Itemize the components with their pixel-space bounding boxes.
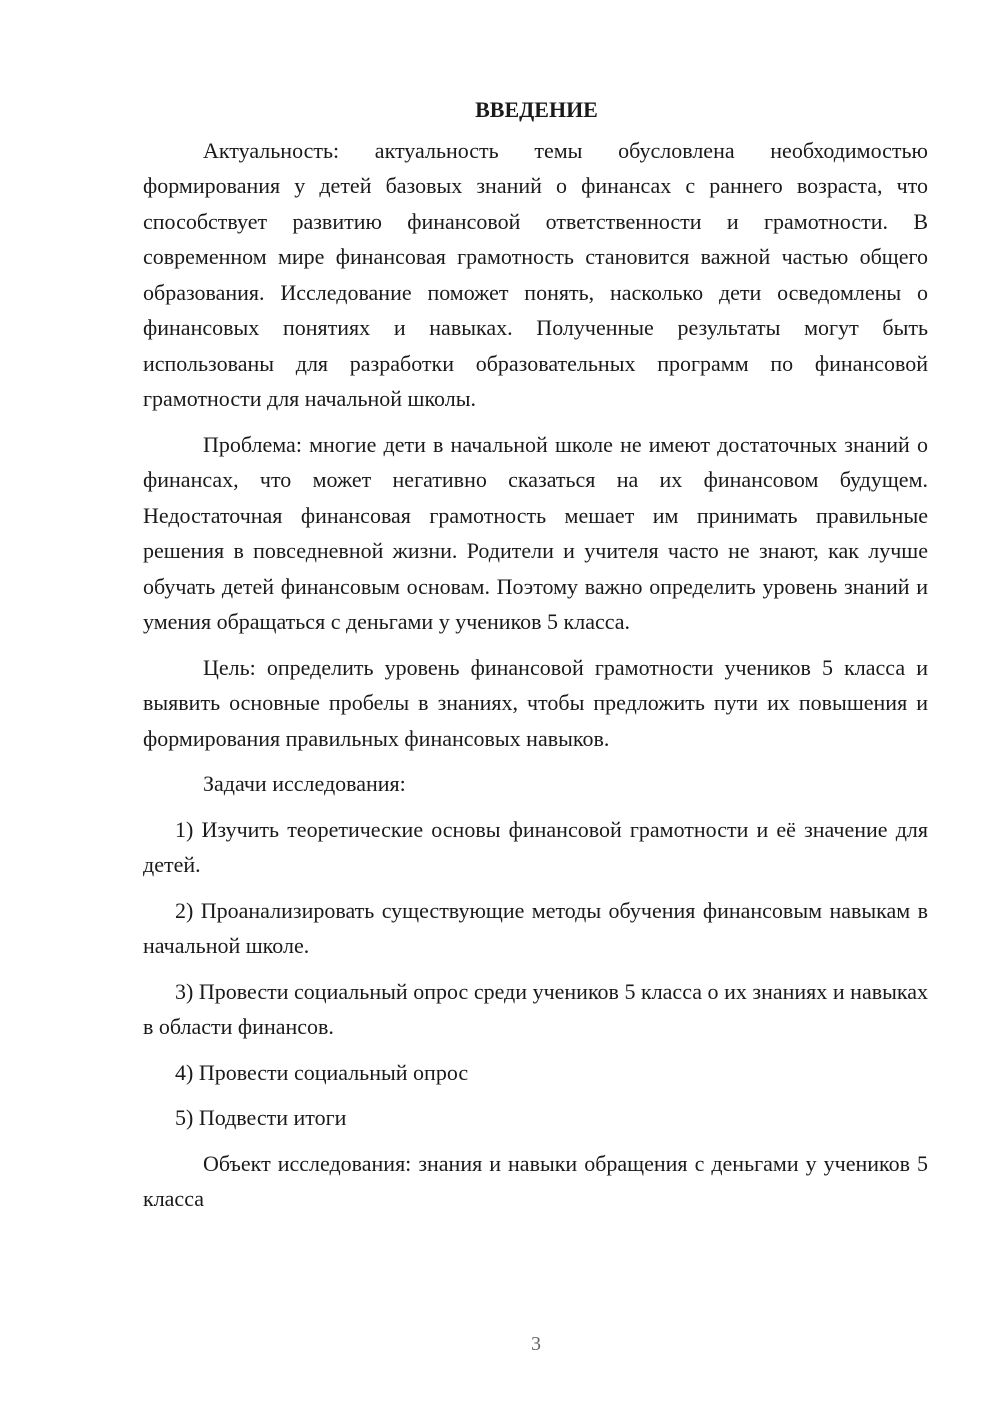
section-heading: ВВЕДЕНИЕ — [475, 97, 598, 122]
task-item-5: 5) Подвести итоги — [175, 1105, 347, 1130]
relevance-paragraph: Актуальность: актуальность темы обусловлена необходимостью формирования у детей базовых знаний о финансах с раннего возраста, что способствует развитию финансовой ответственности и грамотности. В современном мире финансовая грамотность становится важной частью общего образования. Исследование поможет понять, насколько дети осведомлены о финансовых понятиях и навыках. Полученные результаты могут быть использованы для разработки образовательных программ по финансовой грамотности для начальной школы. — [143, 137, 928, 411]
task-item-1: 1) Изучить теоретические основы финансовой грамотности и её значение для детей. — [143, 816, 928, 877]
page-number: 3 — [531, 1333, 541, 1355]
task-item-4: 4) Провести социальный опрос — [175, 1059, 469, 1085]
object-paragraph: Объект исследования: знания и навыки обращения с деньгами у учеников 5 класса — [143, 1150, 928, 1211]
goal-paragraph: Цель: определить уровень финансовой грамотности учеников 5 класса и выявить основные пробелы в знаниях, чтобы предложить пути их повышения и формирования правильных финансовых навыков. — [143, 654, 928, 751]
document-page — [143, 92, 928, 1227]
task-item-2: 2) Проанализировать существующие методы обучения финансовым навыкам в начальной школе. — [143, 897, 928, 958]
task-item-3: 3) Провести социальный опрос среди учеников 5 класса о их знаниях и навыках в области финансов. — [143, 978, 928, 1039]
tasks-heading: Задачи исследования: — [203, 771, 406, 796]
problem-paragraph: Проблема: многие дети в начальной школе не имеют достаточных знаний о финансах, что может негативно сказаться на их финансовом будущем. Недостаточная финансовая грамотность мешает им принимать правильные решения в повседневной жизни. Родители и учителя часто не знают, как лучше обучать детей финансовым основам. Поэтому важно определить уровень знаний и умения обращаться с деньгами у учеников 5 класса. — [143, 431, 928, 634]
